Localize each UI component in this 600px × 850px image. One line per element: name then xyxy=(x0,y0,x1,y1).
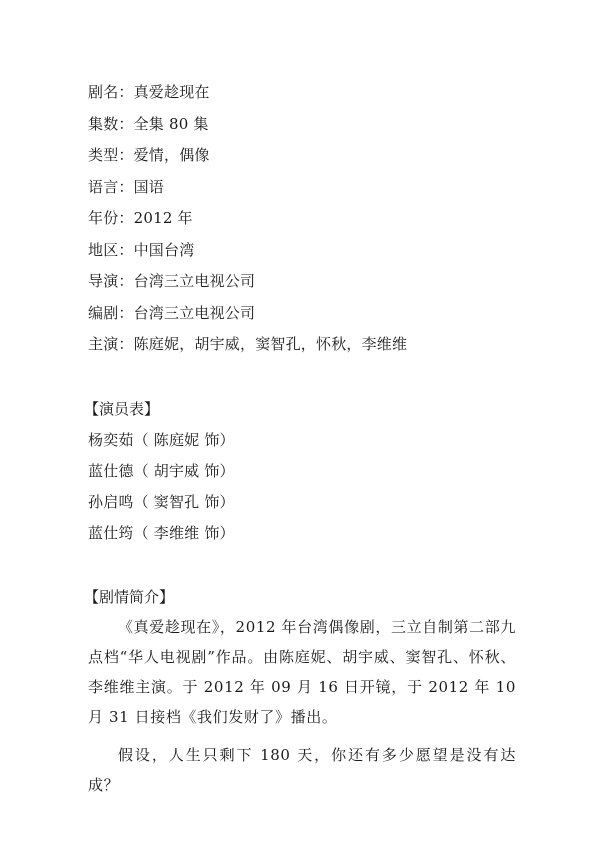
info-episodes: 集数：全集 80 集 xyxy=(88,115,209,133)
cast-row: 蓝仕筠（ 李维维 饰） xyxy=(88,524,235,542)
info-title: 剧名：真爱趁现在 xyxy=(88,83,210,101)
info-language: 语言：国语 xyxy=(88,178,165,196)
cast-row: 蓝仕德（ 胡宇威 饰） xyxy=(88,462,235,480)
synopsis-paragraph: 假设，人生只剩下 180 天，你还有多少愿望是没有达成？ xyxy=(88,746,516,794)
info-genre: 类型：爱情，偶像 xyxy=(88,146,210,164)
info-director: 导演：台湾三立电视公司 xyxy=(88,272,256,290)
cast-row: 孙启鸣（ 窦智孔 饰） xyxy=(88,493,235,511)
synopsis-heading: 【剧情简介】 xyxy=(84,588,175,606)
info-cast: 主演：陈庭妮，胡宇威，窦智孔，怀秋，李维维 xyxy=(88,335,408,353)
info-region: 地区：中国台湾 xyxy=(88,241,195,259)
cast-row: 杨奕茹（ 陈庭妮 饰） xyxy=(88,431,235,449)
info-writer: 编剧：台湾三立电视公司 xyxy=(88,304,256,322)
info-year: 年份：2012 年 xyxy=(88,209,193,227)
synopsis-paragraph: 《真爱趁现在》，2012 年台湾偶像剧，三立自制第二部九点档“华人电视剧”作品。由陈庭妮、胡宇威、窦智孔、怀秋、李维维主演。于 2012 年 09 月 16 日开镜，于 2012 年 10 月 31 日接档《我们发财了》播出。 xyxy=(88,618,516,726)
cast-section-heading: 【演员表】 xyxy=(84,400,160,418)
